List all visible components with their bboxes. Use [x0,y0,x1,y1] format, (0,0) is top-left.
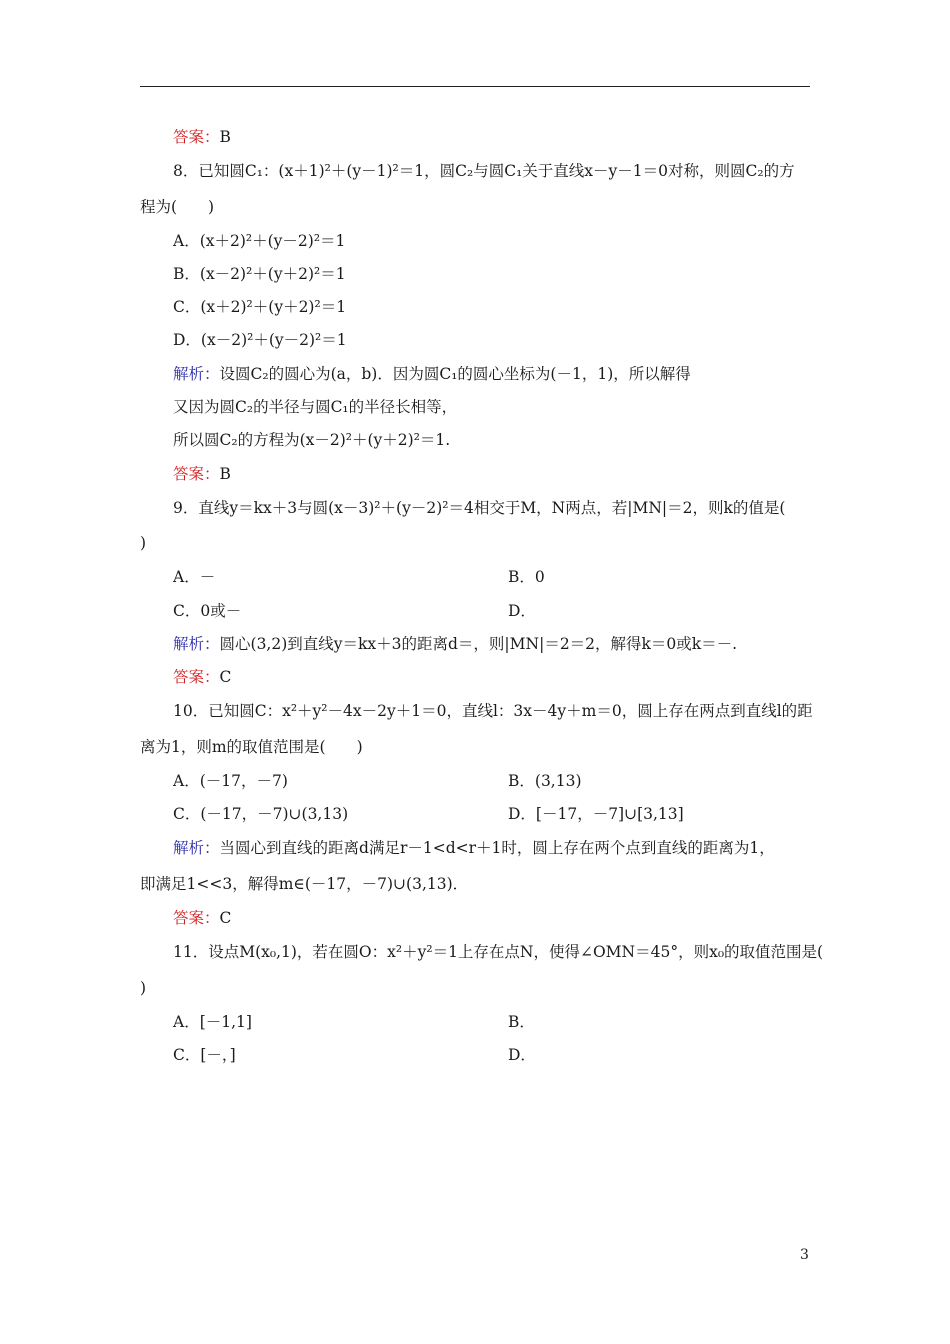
q9-option-a: A．－ [173,568,216,586]
answer-label: 答案： [173,465,220,483]
q10-option-d: D．[－17，－7]∪[3,13] [508,805,684,823]
q11-option-a: A．[－1,1] [173,1013,252,1031]
q11-option-b: B． [508,1013,535,1031]
answer-value: B [219,128,231,146]
analysis-label: 解析： [173,839,220,857]
q10-answer-line [173,907,231,929]
q7-answer-line [173,126,231,148]
q8-option-d: D．(x－2)²＋(y－2)²＝1 [173,331,347,349]
q11-stem-line1: 11．设点M(x₀,1)，若在圆O：x²＋y²＝1上存在点N，使得∠OMN＝45°，则x₀的取值范围是( [173,943,824,961]
q11-option-c: C．[－，] [173,1046,236,1064]
q8-stem-line2: 程为( ) [140,198,215,216]
q8-answer-line [173,463,231,485]
q9-option-d: D． [508,602,536,620]
answer-value: C [219,668,232,686]
q10-option-a: A．(－17，－7) [173,772,288,790]
q10-stem-line1: 10．已知圆C：x²＋y²－4x－2y＋1＝0，直线l：3x－4y＋m＝0，圆上存在两点到直线l的距 [173,702,813,720]
q10-option-b: B．(3,13) [508,772,582,790]
analysis-label: 解析： [173,635,220,653]
q11-option-d: D． [508,1046,536,1064]
q9-answer-line [173,666,231,688]
q8-analysis-line1 [173,363,691,385]
q8-analysis-line3: 所以圆C₂的方程为(x－2)²＋(y＋2)²＝1. [173,431,451,449]
q8-option-c: C．(x＋2)²＋(y＋2)²＝1 [173,298,347,316]
q8-option-a: A．(x＋2)²＋(y－2)²＝1 [173,232,346,250]
q8-stem-line1: 8．已知圆C₁：(x＋1)²＋(y－1)²＝1，圆C₂与圆C₁关于直线x－y－1＝0对称，则圆C₂的方 [173,162,795,180]
q9-option-c: C．0或－ [173,602,242,620]
header-rule [140,86,810,87]
q10-stem-line2: 离为1，则m的取值范围是( ) [140,738,363,756]
q10-analysis-line2: 即满足1<<3，解得m∈(－17，－7)∪(3,13)． [140,875,469,893]
analysis-text: 圆心(3,2)到直线y＝kx＋3的距离d＝，则|MN|＝2＝2，解得k＝0或k＝－. [219,635,738,653]
answer-label: 答案： [173,128,220,146]
analysis-text: 设圆C₂的圆心为(a，b)．因为圆C₁的圆心坐标为(－1，1)，所以解得 [219,365,691,383]
analysis-text: 当圆心到直线的距离d满足r－1<d<r＋1时，圆上存在两个点到直线的距离为1， [219,839,775,857]
answer-value: B [219,465,231,483]
q11-stem-line2: ) [140,979,147,997]
q8-option-b: B．(x－2)²＋(y＋2)²＝1 [173,265,346,283]
q8-analysis-line2: 又因为圆C₂的半径与圆C₁的半径长相等， [173,398,458,416]
q9-analysis-line1 [173,633,737,655]
q10-option-c: C．(－17，－7)∪(3,13) [173,805,349,823]
q9-stem-line2: ) [140,534,147,552]
q10-analysis-line1 [173,837,775,859]
q9-stem-line1: 9．直线y＝kx＋3与圆(x－3)²＋(y－2)²＝4相交于M，N两点，若|MN|＝2，则k的值是( [173,499,786,517]
q9-option-b: B．0 [508,568,545,586]
answer-label: 答案： [173,668,220,686]
analysis-label: 解析： [173,365,220,383]
answer-label: 答案： [173,909,220,927]
answer-value: C [219,909,232,927]
page-number: 3 [800,1247,809,1263]
